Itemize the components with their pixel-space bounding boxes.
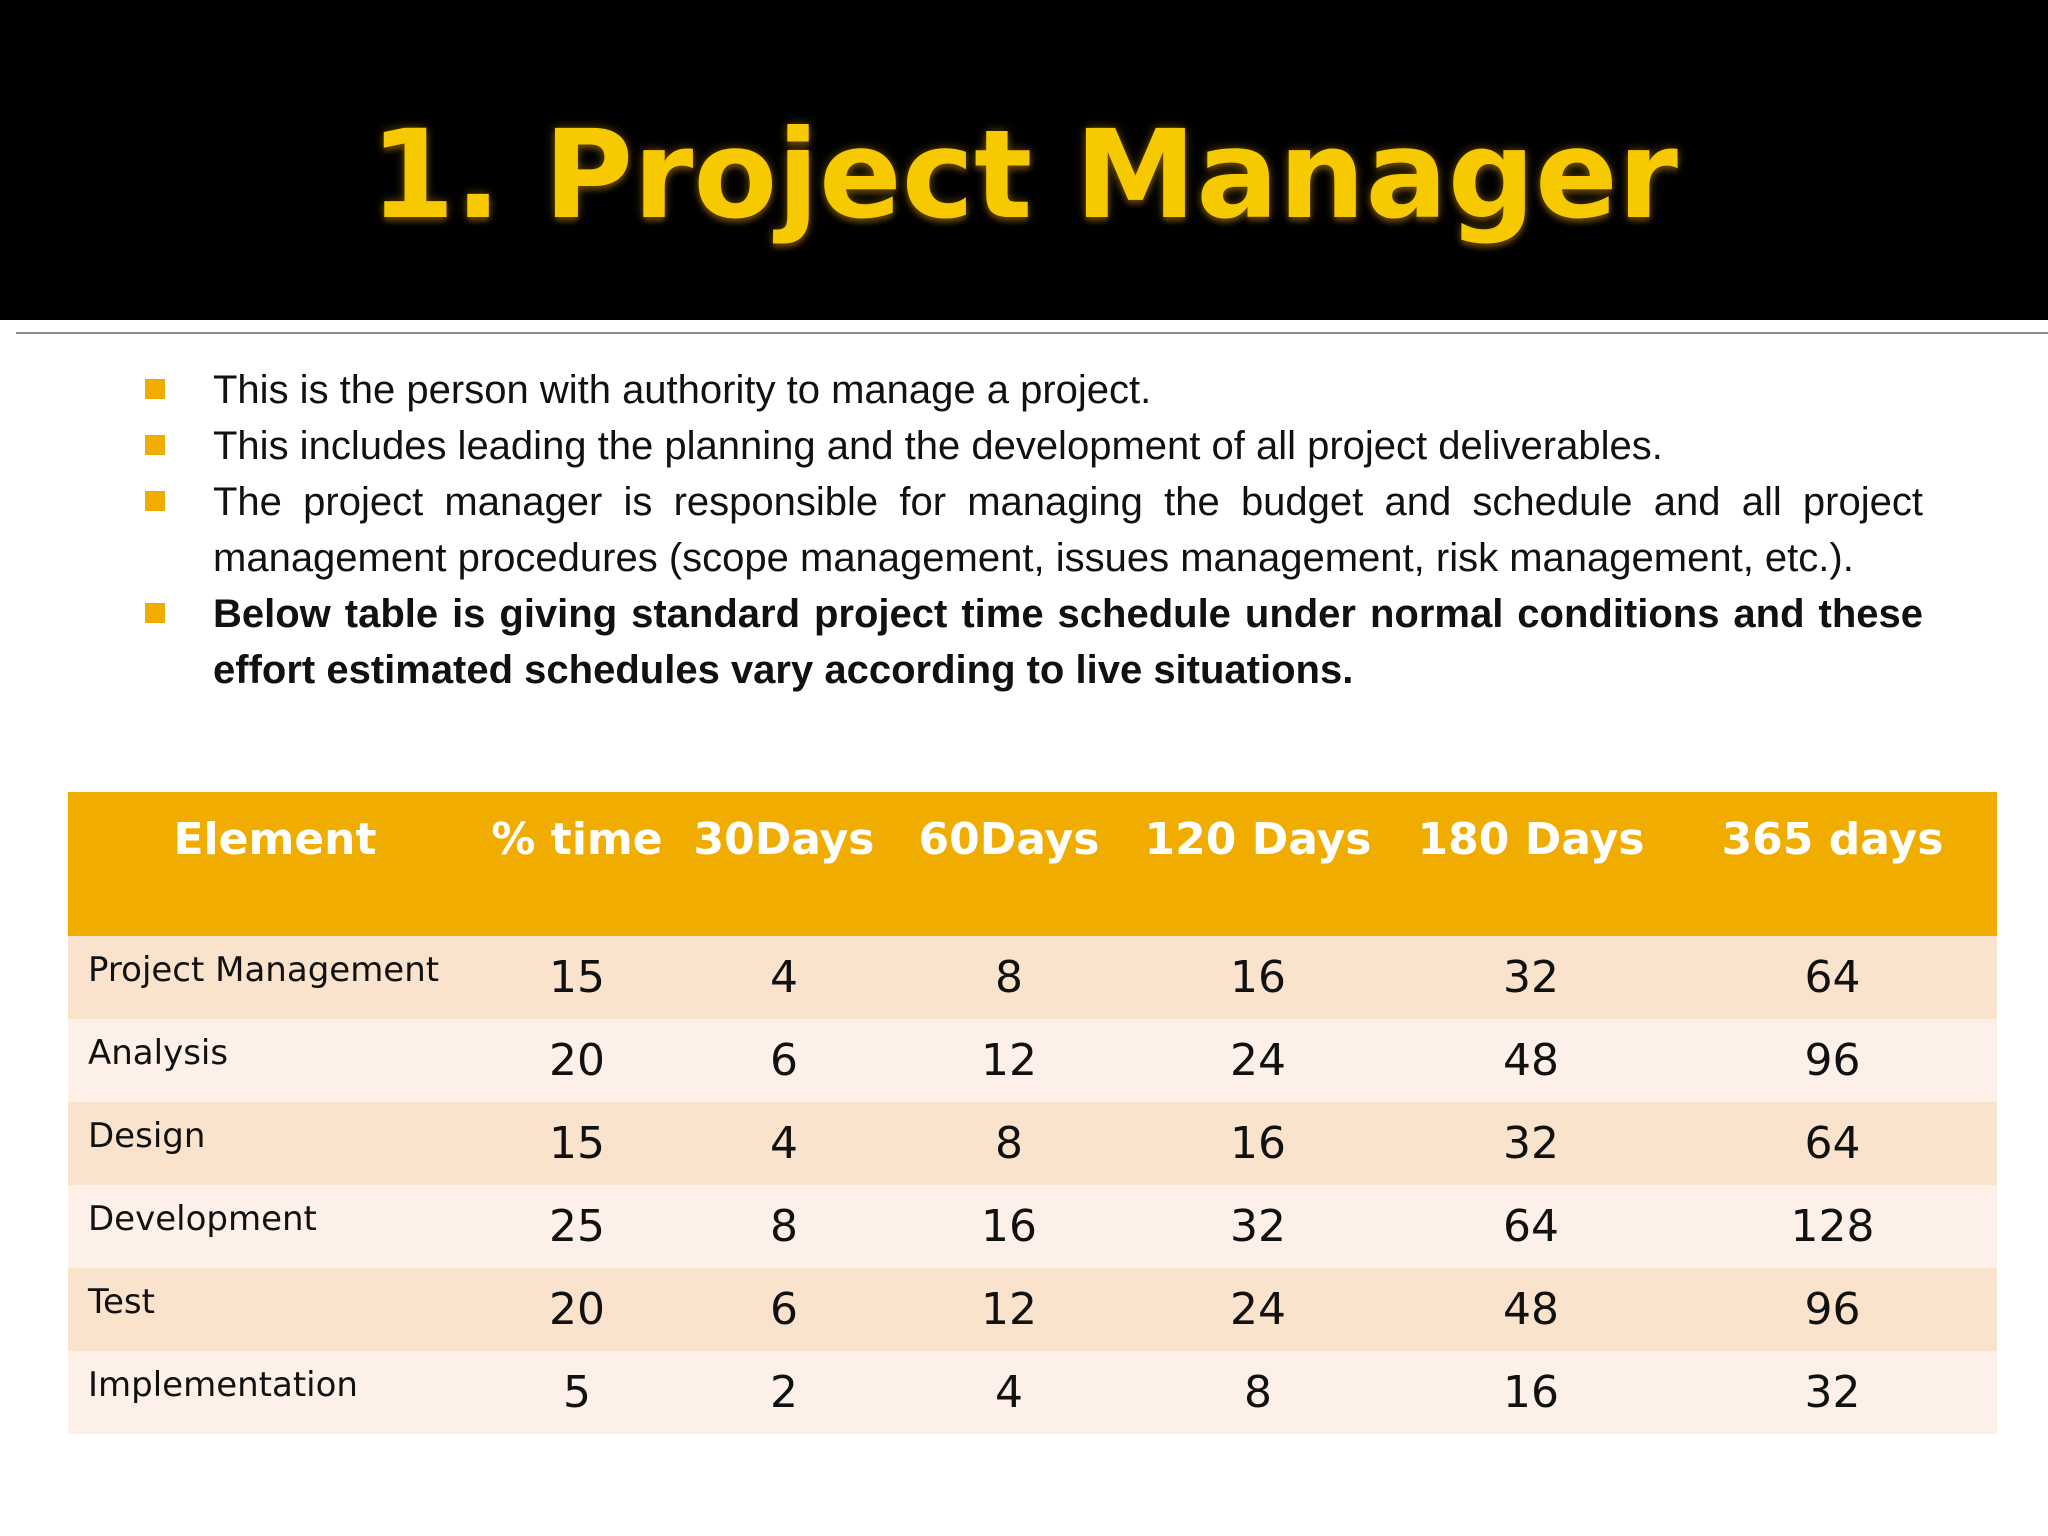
bullet-text: This is the person with authority to manage a project.	[213, 368, 1152, 412]
value-cell: 6	[770, 1035, 798, 1086]
column-header-30-days: 30Days	[693, 814, 875, 865]
element-name-cell: Development	[88, 1199, 317, 1239]
table-row	[68, 1102, 1997, 1185]
bullet-item	[140, 362, 1923, 418]
value-cell: 48	[1503, 1035, 1559, 1086]
slide-title: 1. Project Manager	[370, 104, 1678, 246]
value-cell: 16	[1230, 952, 1286, 1003]
value-cell: 6	[770, 1284, 798, 1335]
value-cell: 12	[981, 1284, 1037, 1335]
value-cell: 4	[770, 1118, 798, 1169]
value-cell: 128	[1790, 1201, 1875, 1252]
bullet-text: The project manager is responsible for managing the budget and schedule and all project management procedures (scope management, issues management, risk management, etc.).	[213, 480, 1923, 580]
value-cell: 12	[981, 1035, 1037, 1086]
column-header-element: Element	[173, 814, 377, 865]
value-cell: 32	[1230, 1201, 1286, 1252]
value-cell: 24	[1230, 1284, 1286, 1335]
value-cell: 96	[1804, 1284, 1861, 1335]
schedule-table-container	[68, 792, 1997, 1434]
value-cell: 24	[1230, 1035, 1286, 1086]
value-cell: 16	[1503, 1367, 1559, 1418]
value-cell: 64	[1503, 1201, 1559, 1252]
value-cell: 64	[1804, 952, 1861, 1003]
column-header-percent-time: % time	[491, 814, 663, 865]
value-cell: 16	[1230, 1118, 1286, 1169]
schedule-table	[68, 792, 1997, 1434]
value-cell: 8	[770, 1201, 798, 1252]
value-cell: 16	[981, 1201, 1037, 1252]
bullet-list	[140, 362, 1923, 698]
value-cell: 2	[770, 1367, 798, 1418]
value-cell: 8	[995, 952, 1023, 1003]
element-name-cell: Analysis	[88, 1033, 229, 1073]
value-cell: 15	[549, 1118, 605, 1169]
value-cell: 32	[1503, 1118, 1559, 1169]
square-bullet-icon	[145, 435, 165, 455]
table-row	[68, 1351, 1997, 1434]
bullet-text: Below table is giving standard project time schedule under normal conditions and these effort estimated schedules vary according to live situations.	[213, 592, 1923, 692]
table-header-row	[68, 792, 1997, 936]
bullet-text: This includes leading the planning and the development of all project deliverables.	[213, 424, 1663, 468]
element-name-cell: Implementation	[88, 1365, 358, 1405]
value-cell: 20	[549, 1284, 605, 1335]
title-divider	[16, 332, 2048, 334]
square-bullet-icon	[145, 491, 165, 511]
bullet-item-emphasis	[140, 586, 1923, 698]
value-cell: 32	[1804, 1367, 1861, 1418]
table-row	[68, 1019, 1997, 1102]
element-name-cell: Project Management	[88, 950, 440, 990]
column-header-120-days: 120 Days	[1144, 814, 1372, 865]
bullet-item	[140, 418, 1923, 474]
element-name-cell: Test	[88, 1282, 155, 1322]
value-cell: 64	[1804, 1118, 1861, 1169]
value-cell: 15	[549, 952, 605, 1003]
value-cell: 25	[549, 1201, 605, 1252]
square-bullet-icon	[145, 379, 165, 399]
square-bullet-icon	[145, 603, 165, 623]
value-cell: 32	[1503, 952, 1559, 1003]
bullet-item	[140, 474, 1923, 586]
value-cell: 8	[995, 1118, 1023, 1169]
column-header-365-days: 365 days	[1721, 814, 1944, 865]
value-cell: 5	[563, 1367, 591, 1418]
value-cell: 4	[995, 1367, 1023, 1418]
value-cell: 48	[1503, 1284, 1559, 1335]
column-header-180-days: 180 Days	[1417, 814, 1645, 865]
value-cell: 96	[1804, 1035, 1861, 1086]
value-cell: 20	[549, 1035, 605, 1086]
value-cell: 4	[770, 952, 798, 1003]
column-header-60-days: 60Days	[918, 814, 1100, 865]
table-row	[68, 936, 1997, 1019]
value-cell: 8	[1244, 1367, 1272, 1418]
table-row	[68, 1268, 1997, 1351]
table-row	[68, 1185, 1997, 1268]
element-name-cell: Design	[88, 1116, 206, 1156]
